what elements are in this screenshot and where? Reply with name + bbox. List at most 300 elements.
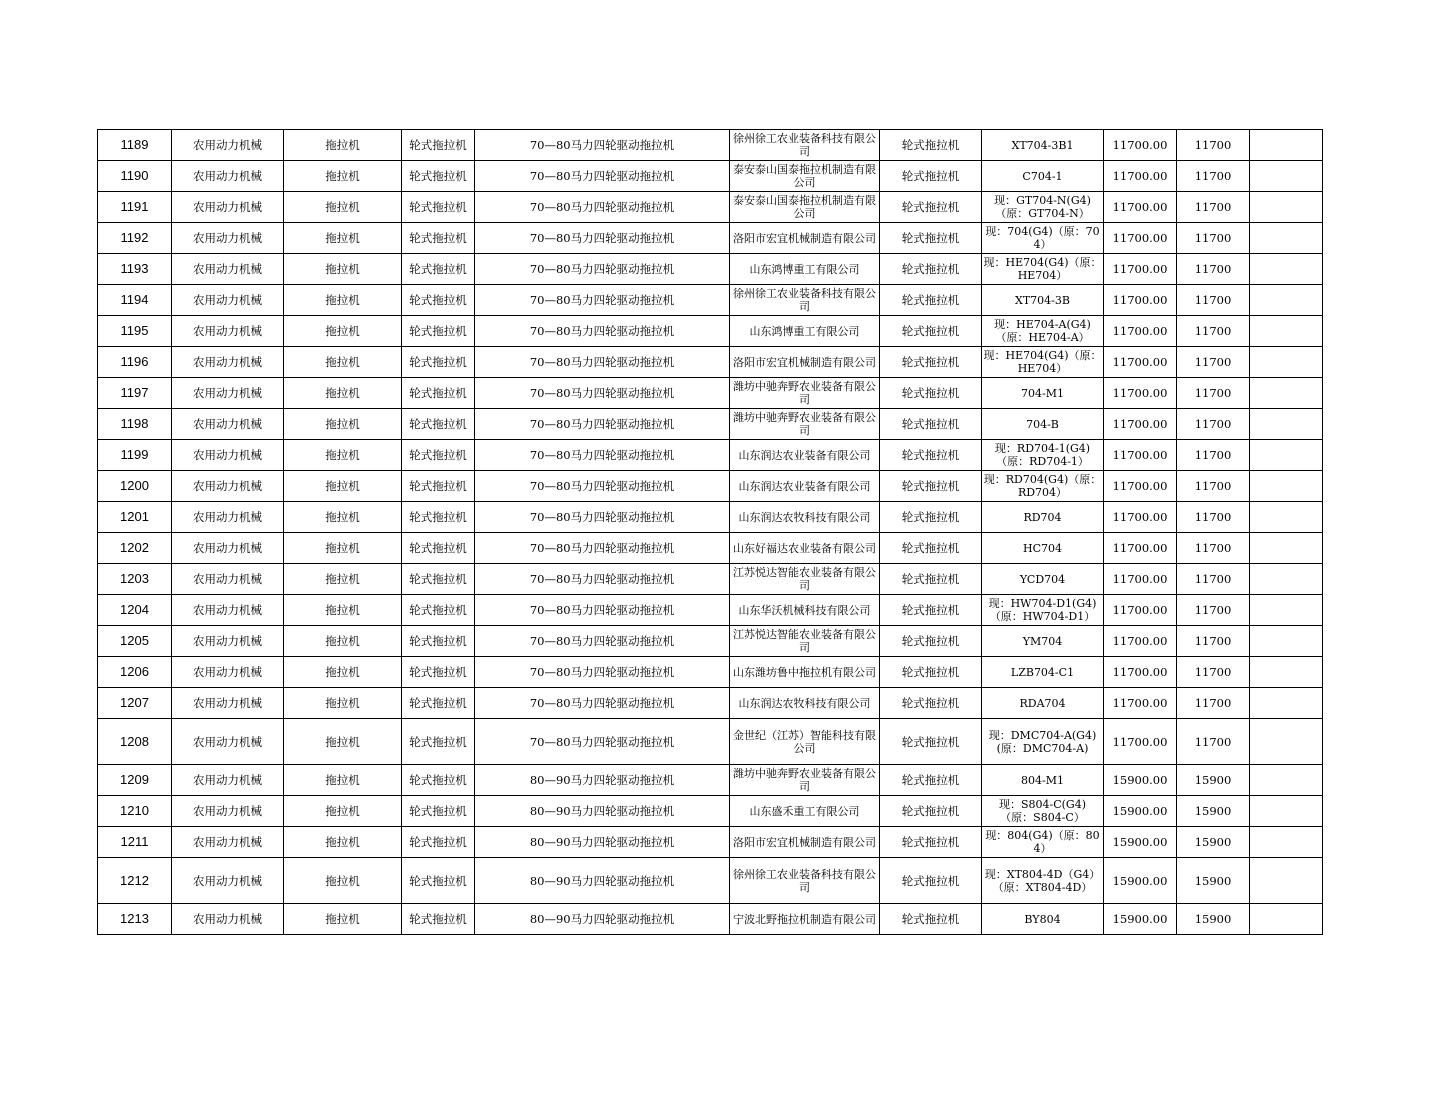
manufacturer-cell: 泰安泰山国泰拖拉机制造有限公司 xyxy=(730,192,880,223)
manufacturer-cell: 山东润达农牧科技有限公司 xyxy=(730,502,880,533)
row-number: 1206 xyxy=(98,657,172,688)
row-number: 1193 xyxy=(98,254,172,285)
subsidy-amount-cell: 11700.00 xyxy=(1104,285,1177,316)
table-row xyxy=(98,161,1323,192)
subcategory-cell: 拖拉机 xyxy=(284,223,402,254)
manufacturer-cell: 山东润达农业装备有限公司 xyxy=(730,440,880,471)
manufacturer-cell: 宁波北野拖拉机制造有限公司 xyxy=(730,904,880,935)
note-cell xyxy=(1250,827,1323,858)
spec-cell: 70—80马力四轮驱动拖拉机 xyxy=(475,533,730,564)
category-cell: 农用动力机械 xyxy=(172,858,284,904)
category-cell: 农用动力机械 xyxy=(172,904,284,935)
table-row xyxy=(98,719,1323,765)
type-cell: 轮式拖拉机 xyxy=(402,347,475,378)
model-cell: XT704-3B xyxy=(982,285,1104,316)
subcategory-cell: 拖拉机 xyxy=(284,904,402,935)
manufacturer-cell: 江苏悦达智能农业装备有限公司 xyxy=(730,626,880,657)
product-cell: 轮式拖拉机 xyxy=(880,719,982,765)
subcategory-cell: 拖拉机 xyxy=(284,378,402,409)
row-number: 1196 xyxy=(98,347,172,378)
subsidy-amount-cell: 11700.00 xyxy=(1104,595,1177,626)
spec-cell: 80—90马力四轮驱动拖拉机 xyxy=(475,858,730,904)
table-row xyxy=(98,347,1323,378)
row-number: 1205 xyxy=(98,626,172,657)
table-row xyxy=(98,688,1323,719)
product-cell: 轮式拖拉机 xyxy=(880,858,982,904)
model-cell: HC704 xyxy=(982,533,1104,564)
subcategory-cell: 拖拉机 xyxy=(284,533,402,564)
spec-cell: 70—80马力四轮驱动拖拉机 xyxy=(475,719,730,765)
type-cell: 轮式拖拉机 xyxy=(402,827,475,858)
subsidy-cap-cell: 11700 xyxy=(1177,471,1250,502)
row-number: 1197 xyxy=(98,378,172,409)
note-cell xyxy=(1250,796,1323,827)
table-row xyxy=(98,192,1323,223)
category-cell: 农用动力机械 xyxy=(172,765,284,796)
type-cell: 轮式拖拉机 xyxy=(402,595,475,626)
type-cell: 轮式拖拉机 xyxy=(402,858,475,904)
type-cell: 轮式拖拉机 xyxy=(402,796,475,827)
product-cell: 轮式拖拉机 xyxy=(880,626,982,657)
type-cell: 轮式拖拉机 xyxy=(402,223,475,254)
table-row xyxy=(98,765,1323,796)
spec-cell: 70—80马力四轮驱动拖拉机 xyxy=(475,471,730,502)
spec-cell: 70—80马力四轮驱动拖拉机 xyxy=(475,130,730,161)
type-cell: 轮式拖拉机 xyxy=(402,502,475,533)
type-cell: 轮式拖拉机 xyxy=(402,688,475,719)
subsidy-cap-cell: 11700 xyxy=(1177,533,1250,564)
subsidy-amount-cell: 11700.00 xyxy=(1104,564,1177,595)
category-cell: 农用动力机械 xyxy=(172,409,284,440)
model-cell: 704-M1 xyxy=(982,378,1104,409)
subcategory-cell: 拖拉机 xyxy=(284,409,402,440)
type-cell: 轮式拖拉机 xyxy=(402,285,475,316)
subsidy-cap-cell: 11700 xyxy=(1177,223,1250,254)
subsidy-amount-cell: 11700.00 xyxy=(1104,409,1177,440)
model-cell: 现：HW704-D1(G4)（原：HW704-D1） xyxy=(982,595,1104,626)
subsidy-amount-cell: 11700.00 xyxy=(1104,440,1177,471)
category-cell: 农用动力机械 xyxy=(172,626,284,657)
manufacturer-cell: 徐州徐工农业装备科技有限公司 xyxy=(730,130,880,161)
subsidy-cap-cell: 11700 xyxy=(1177,254,1250,285)
category-cell: 农用动力机械 xyxy=(172,595,284,626)
table-row xyxy=(98,657,1323,688)
table-row xyxy=(98,904,1323,935)
subcategory-cell: 拖拉机 xyxy=(284,192,402,223)
manufacturer-cell: 潍坊中驰奔野农业装备有限公司 xyxy=(730,378,880,409)
subcategory-cell: 拖拉机 xyxy=(284,440,402,471)
note-cell xyxy=(1250,378,1323,409)
product-cell: 轮式拖拉机 xyxy=(880,827,982,858)
subsidy-amount-cell: 15900.00 xyxy=(1104,765,1177,796)
note-cell xyxy=(1250,347,1323,378)
manufacturer-cell: 山东润达农业装备有限公司 xyxy=(730,471,880,502)
subcategory-cell: 拖拉机 xyxy=(284,564,402,595)
subcategory-cell: 拖拉机 xyxy=(284,316,402,347)
table-row xyxy=(98,796,1323,827)
note-cell xyxy=(1250,161,1323,192)
row-number: 1202 xyxy=(98,533,172,564)
spec-cell: 80—90马力四轮驱动拖拉机 xyxy=(475,796,730,827)
table-row xyxy=(98,440,1323,471)
spec-cell: 70—80马力四轮驱动拖拉机 xyxy=(475,192,730,223)
subsidy-cap-cell: 15900 xyxy=(1177,904,1250,935)
spec-cell: 70—80马力四轮驱动拖拉机 xyxy=(475,595,730,626)
row-number: 1191 xyxy=(98,192,172,223)
note-cell xyxy=(1250,223,1323,254)
category-cell: 农用动力机械 xyxy=(172,440,284,471)
spec-cell: 70—80马力四轮驱动拖拉机 xyxy=(475,161,730,192)
model-cell: 804-M1 xyxy=(982,765,1104,796)
subsidy-amount-cell: 11700.00 xyxy=(1104,688,1177,719)
subcategory-cell: 拖拉机 xyxy=(284,688,402,719)
spec-cell: 70—80马力四轮驱动拖拉机 xyxy=(475,285,730,316)
category-cell: 农用动力机械 xyxy=(172,502,284,533)
subsidy-amount-cell: 11700.00 xyxy=(1104,161,1177,192)
manufacturer-cell: 江苏悦达智能农业装备有限公司 xyxy=(730,564,880,595)
subsidy-cap-cell: 11700 xyxy=(1177,285,1250,316)
subsidy-cap-cell: 11700 xyxy=(1177,440,1250,471)
subcategory-cell: 拖拉机 xyxy=(284,130,402,161)
type-cell: 轮式拖拉机 xyxy=(402,719,475,765)
type-cell: 轮式拖拉机 xyxy=(402,254,475,285)
table-row xyxy=(98,533,1323,564)
product-cell: 轮式拖拉机 xyxy=(880,409,982,440)
model-cell: 现：DMC704-A(G4)(原：DMC704-A) xyxy=(982,719,1104,765)
manufacturer-cell: 山东华沃机械科技有限公司 xyxy=(730,595,880,626)
row-number: 1211 xyxy=(98,827,172,858)
type-cell: 轮式拖拉机 xyxy=(402,564,475,595)
type-cell: 轮式拖拉机 xyxy=(402,533,475,564)
model-cell: 现：GT704-N(G4)（原：GT704-N） xyxy=(982,192,1104,223)
spec-cell: 70—80马力四轮驱动拖拉机 xyxy=(475,564,730,595)
model-cell: 现：HE704(G4)（原：HE704） xyxy=(982,347,1104,378)
manufacturer-cell: 山东好福达农业装备有限公司 xyxy=(730,533,880,564)
table-row xyxy=(98,130,1323,161)
subsidy-cap-cell: 11700 xyxy=(1177,626,1250,657)
manufacturer-cell: 徐州徐工农业装备科技有限公司 xyxy=(730,285,880,316)
product-cell: 轮式拖拉机 xyxy=(880,223,982,254)
note-cell xyxy=(1250,688,1323,719)
subcategory-cell: 拖拉机 xyxy=(284,765,402,796)
note-cell xyxy=(1250,471,1323,502)
subsidy-table xyxy=(97,129,1323,935)
manufacturer-cell: 洛阳市宏宜机械制造有限公司 xyxy=(730,223,880,254)
subsidy-amount-cell: 11700.00 xyxy=(1104,502,1177,533)
table-row xyxy=(98,502,1323,533)
note-cell xyxy=(1250,858,1323,904)
subsidy-cap-cell: 11700 xyxy=(1177,719,1250,765)
row-number: 1204 xyxy=(98,595,172,626)
row-number: 1207 xyxy=(98,688,172,719)
subsidy-cap-cell: 11700 xyxy=(1177,657,1250,688)
subsidy-cap-cell: 11700 xyxy=(1177,688,1250,719)
row-number: 1201 xyxy=(98,502,172,533)
model-cell: C704-1 xyxy=(982,161,1104,192)
row-number: 1189 xyxy=(98,130,172,161)
note-cell xyxy=(1250,765,1323,796)
subsidy-cap-cell: 11700 xyxy=(1177,378,1250,409)
manufacturer-cell: 山东鸿博重工有限公司 xyxy=(730,254,880,285)
type-cell: 轮式拖拉机 xyxy=(402,471,475,502)
subcategory-cell: 拖拉机 xyxy=(284,657,402,688)
note-cell xyxy=(1250,440,1323,471)
subsidy-amount-cell: 11700.00 xyxy=(1104,378,1177,409)
type-cell: 轮式拖拉机 xyxy=(402,409,475,440)
subsidy-cap-cell: 11700 xyxy=(1177,347,1250,378)
spec-cell: 70—80马力四轮驱动拖拉机 xyxy=(475,626,730,657)
subsidy-amount-cell: 11700.00 xyxy=(1104,316,1177,347)
manufacturer-cell: 山东盛禾重工有限公司 xyxy=(730,796,880,827)
subsidy-cap-cell: 11700 xyxy=(1177,192,1250,223)
subsidy-amount-cell: 11700.00 xyxy=(1104,347,1177,378)
category-cell: 农用动力机械 xyxy=(172,223,284,254)
product-cell: 轮式拖拉机 xyxy=(880,130,982,161)
row-number: 1203 xyxy=(98,564,172,595)
subsidy-amount-cell: 11700.00 xyxy=(1104,533,1177,564)
type-cell: 轮式拖拉机 xyxy=(402,378,475,409)
manufacturer-cell: 洛阳市宏宜机械制造有限公司 xyxy=(730,347,880,378)
spec-cell: 70—80马力四轮驱动拖拉机 xyxy=(475,347,730,378)
type-cell: 轮式拖拉机 xyxy=(402,316,475,347)
subcategory-cell: 拖拉机 xyxy=(284,285,402,316)
subsidy-cap-cell: 11700 xyxy=(1177,316,1250,347)
model-cell: 现：RD704(G4)（原：RD704） xyxy=(982,471,1104,502)
table-row xyxy=(98,285,1323,316)
note-cell xyxy=(1250,285,1323,316)
subsidy-amount-cell: 11700.00 xyxy=(1104,192,1177,223)
model-cell: 现：S804-C(G4)（原：S804-C） xyxy=(982,796,1104,827)
table-row xyxy=(98,223,1323,254)
product-cell: 轮式拖拉机 xyxy=(880,904,982,935)
category-cell: 农用动力机械 xyxy=(172,564,284,595)
category-cell: 农用动力机械 xyxy=(172,719,284,765)
model-cell: 704-B xyxy=(982,409,1104,440)
subsidy-cap-cell: 15900 xyxy=(1177,827,1250,858)
subcategory-cell: 拖拉机 xyxy=(284,626,402,657)
product-cell: 轮式拖拉机 xyxy=(880,595,982,626)
table-row xyxy=(98,471,1323,502)
subcategory-cell: 拖拉机 xyxy=(284,595,402,626)
type-cell: 轮式拖拉机 xyxy=(402,904,475,935)
product-cell: 轮式拖拉机 xyxy=(880,254,982,285)
spec-cell: 80—90马力四轮驱动拖拉机 xyxy=(475,904,730,935)
subsidy-cap-cell: 11700 xyxy=(1177,564,1250,595)
model-cell: 现：HE704-A(G4)（原：HE704-A） xyxy=(982,316,1104,347)
category-cell: 农用动力机械 xyxy=(172,130,284,161)
row-number: 1210 xyxy=(98,796,172,827)
note-cell xyxy=(1250,595,1323,626)
category-cell: 农用动力机械 xyxy=(172,161,284,192)
type-cell: 轮式拖拉机 xyxy=(402,765,475,796)
product-cell: 轮式拖拉机 xyxy=(880,688,982,719)
category-cell: 农用动力机械 xyxy=(172,827,284,858)
subcategory-cell: 拖拉机 xyxy=(284,254,402,285)
row-number: 1199 xyxy=(98,440,172,471)
model-cell: YM704 xyxy=(982,626,1104,657)
subsidy-amount-cell: 15900.00 xyxy=(1104,904,1177,935)
category-cell: 农用动力机械 xyxy=(172,471,284,502)
spec-cell: 80—90马力四轮驱动拖拉机 xyxy=(475,827,730,858)
note-cell xyxy=(1250,192,1323,223)
manufacturer-cell: 潍坊中驰奔野农业装备有限公司 xyxy=(730,765,880,796)
model-cell: RDA704 xyxy=(982,688,1104,719)
manufacturer-cell: 山东鸿博重工有限公司 xyxy=(730,316,880,347)
spec-cell: 70—80马力四轮驱动拖拉机 xyxy=(475,440,730,471)
category-cell: 农用动力机械 xyxy=(172,796,284,827)
spec-cell: 70—80马力四轮驱动拖拉机 xyxy=(475,223,730,254)
category-cell: 农用动力机械 xyxy=(172,688,284,719)
row-number: 1198 xyxy=(98,409,172,440)
category-cell: 农用动力机械 xyxy=(172,378,284,409)
row-number: 1212 xyxy=(98,858,172,904)
model-cell: YCD704 xyxy=(982,564,1104,595)
subsidy-cap-cell: 11700 xyxy=(1177,595,1250,626)
model-cell: 现：HE704(G4)（原：HE704） xyxy=(982,254,1104,285)
model-cell: BY804 xyxy=(982,904,1104,935)
table-row xyxy=(98,378,1323,409)
category-cell: 农用动力机械 xyxy=(172,316,284,347)
manufacturer-cell: 山东润达农牧科技有限公司 xyxy=(730,688,880,719)
subcategory-cell: 拖拉机 xyxy=(284,471,402,502)
manufacturer-cell: 洛阳市宏宜机械制造有限公司 xyxy=(730,827,880,858)
model-cell: RD704 xyxy=(982,502,1104,533)
subcategory-cell: 拖拉机 xyxy=(284,719,402,765)
spec-cell: 70—80马力四轮驱动拖拉机 xyxy=(475,316,730,347)
row-number: 1192 xyxy=(98,223,172,254)
table-row xyxy=(98,626,1323,657)
product-cell: 轮式拖拉机 xyxy=(880,192,982,223)
product-cell: 轮式拖拉机 xyxy=(880,533,982,564)
subsidy-amount-cell: 11700.00 xyxy=(1104,254,1177,285)
subsidy-cap-cell: 11700 xyxy=(1177,409,1250,440)
subcategory-cell: 拖拉机 xyxy=(284,161,402,192)
spec-cell: 80—90马力四轮驱动拖拉机 xyxy=(475,765,730,796)
manufacturer-cell: 徐州徐工农业装备科技有限公司 xyxy=(730,858,880,904)
subcategory-cell: 拖拉机 xyxy=(284,827,402,858)
category-cell: 农用动力机械 xyxy=(172,285,284,316)
spec-cell: 70—80马力四轮驱动拖拉机 xyxy=(475,254,730,285)
spec-cell: 70—80马力四轮驱动拖拉机 xyxy=(475,409,730,440)
product-cell: 轮式拖拉机 xyxy=(880,378,982,409)
subsidy-amount-cell: 11700.00 xyxy=(1104,130,1177,161)
subsidy-cap-cell: 15900 xyxy=(1177,858,1250,904)
product-cell: 轮式拖拉机 xyxy=(880,440,982,471)
type-cell: 轮式拖拉机 xyxy=(402,626,475,657)
model-cell: XT704-3B1 xyxy=(982,130,1104,161)
spec-cell: 70—80马力四轮驱动拖拉机 xyxy=(475,378,730,409)
table-row xyxy=(98,316,1323,347)
note-cell xyxy=(1250,130,1323,161)
subsidy-amount-cell: 11700.00 xyxy=(1104,471,1177,502)
category-cell: 农用动力机械 xyxy=(172,254,284,285)
category-cell: 农用动力机械 xyxy=(172,657,284,688)
spec-cell: 70—80马力四轮驱动拖拉机 xyxy=(475,502,730,533)
note-cell xyxy=(1250,409,1323,440)
subcategory-cell: 拖拉机 xyxy=(284,502,402,533)
product-cell: 轮式拖拉机 xyxy=(880,471,982,502)
subsidy-cap-cell: 11700 xyxy=(1177,161,1250,192)
type-cell: 轮式拖拉机 xyxy=(402,657,475,688)
model-cell: LZB704-C1 xyxy=(982,657,1104,688)
product-cell: 轮式拖拉机 xyxy=(880,765,982,796)
subsidy-amount-cell: 11700.00 xyxy=(1104,626,1177,657)
subsidy-cap-cell: 11700 xyxy=(1177,130,1250,161)
manufacturer-cell: 潍坊中驰奔野农业装备有限公司 xyxy=(730,409,880,440)
note-cell xyxy=(1250,254,1323,285)
product-cell: 轮式拖拉机 xyxy=(880,657,982,688)
note-cell xyxy=(1250,904,1323,935)
note-cell xyxy=(1250,502,1323,533)
category-cell: 农用动力机械 xyxy=(172,533,284,564)
model-cell: 现：RD704-1(G4)（原：RD704-1） xyxy=(982,440,1104,471)
subcategory-cell: 拖拉机 xyxy=(284,796,402,827)
table-row xyxy=(98,564,1323,595)
subsidy-amount-cell: 11700.00 xyxy=(1104,719,1177,765)
product-cell: 轮式拖拉机 xyxy=(880,564,982,595)
table-row xyxy=(98,858,1323,904)
type-cell: 轮式拖拉机 xyxy=(402,192,475,223)
model-cell: 现：704(G4)（原：704） xyxy=(982,223,1104,254)
row-number: 1213 xyxy=(98,904,172,935)
row-number: 1208 xyxy=(98,719,172,765)
type-cell: 轮式拖拉机 xyxy=(402,161,475,192)
subcategory-cell: 拖拉机 xyxy=(284,858,402,904)
note-cell xyxy=(1250,316,1323,347)
subsidy-cap-cell: 11700 xyxy=(1177,502,1250,533)
category-cell: 农用动力机械 xyxy=(172,192,284,223)
subsidy-amount-cell: 15900.00 xyxy=(1104,858,1177,904)
product-cell: 轮式拖拉机 xyxy=(880,285,982,316)
subsidy-cap-cell: 15900 xyxy=(1177,796,1250,827)
manufacturer-cell: 金世纪（江苏）智能科技有限公司 xyxy=(730,719,880,765)
subsidy-amount-cell: 11700.00 xyxy=(1104,223,1177,254)
spec-cell: 70—80马力四轮驱动拖拉机 xyxy=(475,657,730,688)
model-cell: 现：XT804-4D（G4）（原：XT804-4D） xyxy=(982,858,1104,904)
table-body xyxy=(98,130,1323,935)
table-row xyxy=(98,409,1323,440)
product-cell: 轮式拖拉机 xyxy=(880,796,982,827)
subsidy-amount-cell: 11700.00 xyxy=(1104,657,1177,688)
row-number: 1194 xyxy=(98,285,172,316)
product-cell: 轮式拖拉机 xyxy=(880,316,982,347)
row-number: 1190 xyxy=(98,161,172,192)
table-row xyxy=(98,827,1323,858)
type-cell: 轮式拖拉机 xyxy=(402,440,475,471)
subsidy-amount-cell: 15900.00 xyxy=(1104,827,1177,858)
product-cell: 轮式拖拉机 xyxy=(880,347,982,378)
note-cell xyxy=(1250,719,1323,765)
table-row xyxy=(98,595,1323,626)
model-cell: 现：804(G4)（原：804） xyxy=(982,827,1104,858)
note-cell xyxy=(1250,564,1323,595)
note-cell xyxy=(1250,657,1323,688)
row-number: 1200 xyxy=(98,471,172,502)
product-cell: 轮式拖拉机 xyxy=(880,161,982,192)
note-cell xyxy=(1250,626,1323,657)
row-number: 1209 xyxy=(98,765,172,796)
manufacturer-cell: 山东潍坊鲁中拖拉机有限公司 xyxy=(730,657,880,688)
manufacturer-cell: 泰安泰山国泰拖拉机制造有限公司 xyxy=(730,161,880,192)
category-cell: 农用动力机械 xyxy=(172,347,284,378)
note-cell xyxy=(1250,533,1323,564)
product-cell: 轮式拖拉机 xyxy=(880,502,982,533)
subcategory-cell: 拖拉机 xyxy=(284,347,402,378)
subsidy-amount-cell: 15900.00 xyxy=(1104,796,1177,827)
spec-cell: 70—80马力四轮驱动拖拉机 xyxy=(475,688,730,719)
row-number: 1195 xyxy=(98,316,172,347)
type-cell: 轮式拖拉机 xyxy=(402,130,475,161)
